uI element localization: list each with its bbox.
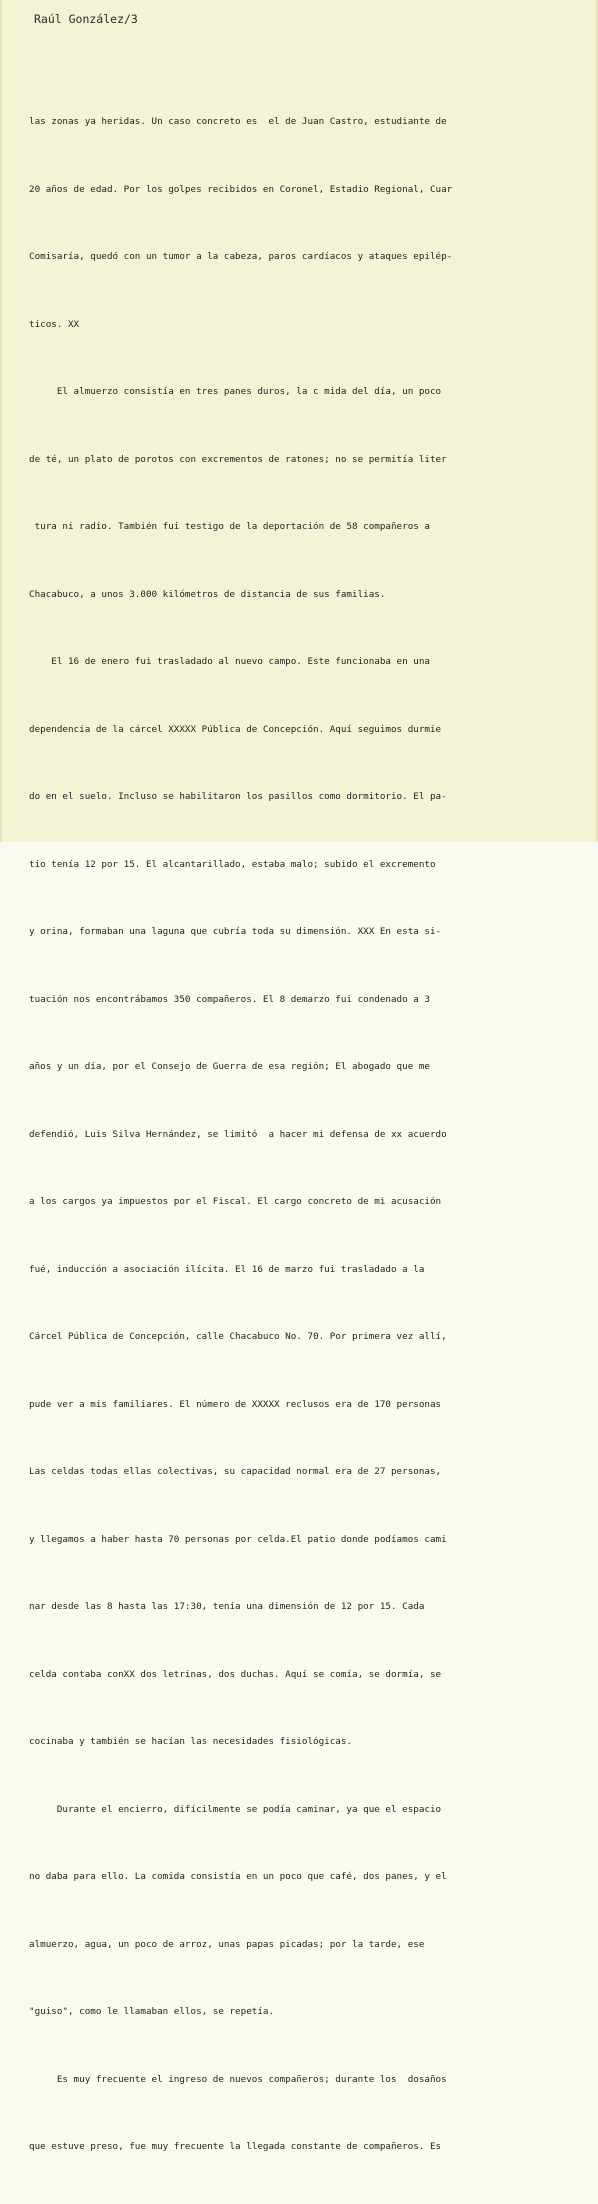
text-line: almuerzo, agua, un poco de arroz, unas papas picadas; por la tarde, ese — [29, 1938, 425, 1950]
text-line: El almuerzo consistía en tres panes duros, la c mida del día, un poco — [29, 386, 442, 397]
text-line: Chacabuco, a unos 3.000 kilómetros de distancia de sus familias. — [29, 588, 386, 600]
text-line: pude ver a mis familiares. El número de XXXXX reclusos era de 170 personas — [29, 1398, 442, 1410]
text-line: defendió, Luis Silva Hernández, se limitó a hacer mi defensa de xx acuerdo — [29, 1128, 447, 1140]
text-line: de té, un plato de porotos con excrementos de ratones; no se permitía liter — [29, 453, 447, 465]
text-line: "guiso", como le llamaban ellos, se repetía. — [29, 2006, 275, 2017]
text-line: tuación nos encontrábamos 350 compañeros. El 8 demarzo fui condenado a 3 — [29, 993, 430, 1005]
text-line: Durante el encierro, difícilmente se podía caminar, ya que el espacio — [29, 1803, 442, 1815]
text-line: celda contaba conXX dos letrinas, dos duchas. Aquí se comía, se dormía, se — [29, 1668, 442, 1680]
text-line: y llegamos a haber hasta 70 personas por celda.El patio donde podíamos cami — [29, 1533, 447, 1545]
text-line: fué, inducción a asociación ilícita. El 16 de marzo fui trasladado a la — [29, 1263, 425, 1275]
page-header: Raúl González/3 — [34, 12, 138, 26]
text-line: cocinaba y también se hacían las necesidades fisiológicas. — [29, 1736, 353, 1747]
text-line: Las celdas todas ellas colectivas, su capacidad normal era de 27 personas, — [29, 1466, 442, 1477]
text-line: no daba para ello. La comida consistía en un poco que café, dos panes, y el — [29, 1871, 447, 1882]
text-line: nar desde las 8 hasta las 17:30, tenía una dimensión de 12 por 15. Cada — [29, 1601, 425, 1612]
text-line: años y un día, por el Consejo de Guerra de esa región; El abogado que me — [29, 1061, 430, 1072]
text-line: Comisaría, quedó con un tumor a la cabeza, paros cardíacos y ataques epilép- — [29, 251, 453, 262]
text-line: ticos. XX — [29, 318, 80, 330]
text-line: tura ni radio. También fui testigo de la deportación de 58 compañeros a — [29, 521, 430, 532]
text-line: y orina, formaban una laguna que cubría toda su dimensión. XXX En esta si- — [29, 926, 442, 937]
text-line: dependencia de la cárcel XXXXX Pública de Concepción. Aquí seguimos durmie — [29, 723, 442, 735]
typewritten-body — [29, 66, 589, 2204]
text-line: las zonas ya heridas. Un caso concreto es el de Juan Castro, estudiante de — [29, 116, 447, 127]
text-line: 20 años de edad. Por los golpes recibidos en Coronel, Estadio Regional, Cuar — [29, 183, 453, 195]
text-line: a los cargos ya impuestos por el Fiscal. El cargo concreto de mi acusación — [29, 1196, 442, 1207]
text-line: Es muy frecuente el ingreso de nuevos compañeros; durante los dosaños — [29, 2073, 447, 2085]
text-line: que estuve preso, fue muy frecuente la llegada constante de compañeros. Es — [29, 2141, 442, 2152]
text-line: do en el suelo. Incluso se habilitaron los pasillos como dormitorio. El pa- — [29, 791, 447, 802]
text-line: Cárcel Pública de Concepción, calle Chacabuco No. 70. Por primera vez allí, — [29, 1331, 447, 1342]
text-line: tio tenía 12 por 15. El alcantarillado, estaba malo; subido el excremento — [29, 858, 436, 870]
text-line: El 16 de enero fui trasladado al nuevo campo. Este funcionaba en una — [29, 656, 430, 667]
